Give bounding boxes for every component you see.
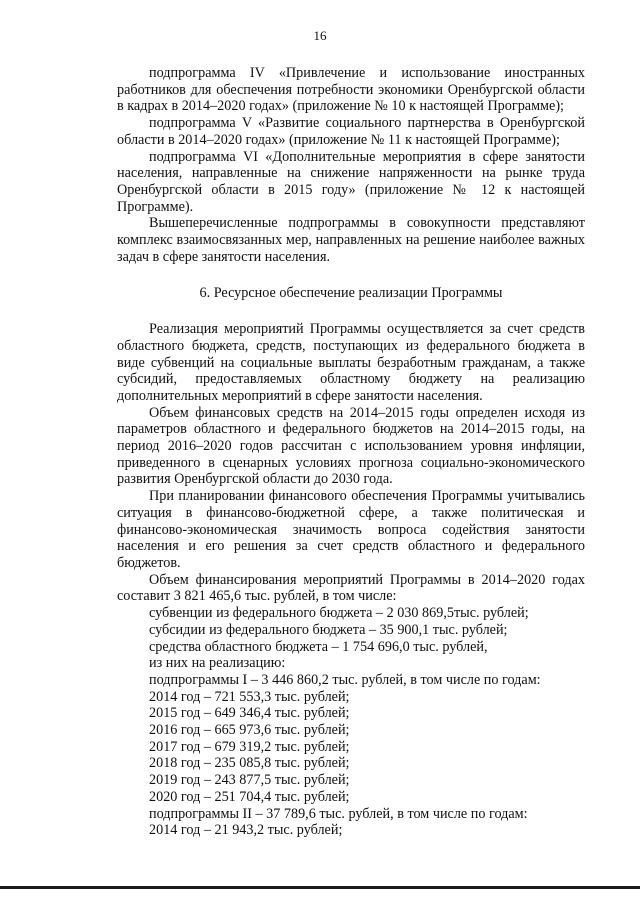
funding-line: 2014 год – 721 553,3 тыс. рублей; [149, 688, 350, 705]
funding-line: 2018 год – 235 085,8 тыс. рублей; [149, 755, 350, 772]
funding-line: подпрограммы I – 3 446 860,2 тыс. рублей, в том числе по годам: [149, 671, 541, 688]
paragraph-funding-total: Объем финансирования мероприятий Программы в 2014–2020 годах составит 3 821 465,6 тыс. рублей, в том числе: [117, 571, 585, 605]
paragraph-summary: Вышеперечисленные подпрограммы в совокупности представляют комплекс взаимосвязанных мер, направленных на решение наиболее важных задач в сфере занятости населения. [117, 215, 585, 265]
paragraph-funding-planning: При планировании финансового обеспечения Программы учитывались ситуация в финансово-бюджетной сфере, а также политическая и финансово-экономическая значимость вопроса содействия занятости населения и его решения за счет средств областного и федерального бюджетов. [117, 488, 585, 571]
funding-line: 2014 год – 21 943,2 тыс. рублей; [149, 822, 343, 839]
paragraph-funding-sources: Реализация мероприятий Программы осуществляется за счет средств областного бюджета, средств, поступающих из федерального бюджета в виде субвенций на социальные выплаты безработным гражданам, а также субсидий, предоставляемых областному бюджету на реализацию дополнительных мероприятий в сфере занятости населения. [117, 321, 585, 404]
funding-line: из них на реализацию: [149, 655, 286, 672]
section-heading: 6. Ресурсное обеспечение реализации Программы [199, 285, 503, 302]
funding-line: субвенции из федерального бюджета – 2 030 869,5тыс. рублей; [149, 605, 529, 622]
document-body [117, 65, 585, 839]
funding-line: 2015 год – 649 346,4 тыс. рублей; [149, 705, 350, 722]
funding-line: средства областного бюджета – 1 754 696,0 тыс. рублей, [149, 638, 488, 655]
funding-line: субсидии из федерального бюджета – 35 900,1 тыс. рублей; [149, 621, 508, 638]
paragraph-funding-volume-basis: Объем финансовых средств на 2014–2015 годы определен исходя из параметров областного и федерального бюджетов на 2014–2015 годы, на период 2016–2020 годов рассчитан с использованием уровня инфляции, приведенного в сценарных условиях прогноза социально-экономического развития Оренбургской области до 2030 года. [117, 404, 585, 488]
funding-line: 2020 год – 251 704,4 тыс. рублей; [149, 788, 350, 805]
funding-line: подпрограммы II – 37 789,6 тыс. рублей, в том числе по годам: [149, 805, 528, 822]
paragraph-subprogram-6: подпрограмма VI «Дополнительные мероприятия в сфере занятости населения, направленные на снижение напряженности на рынке труда Оренбургской области в 2015 году» (приложение № 12 к настоящей Программе). [117, 148, 585, 215]
funding-line: 2019 год – 243 877,5 тыс. рублей; [149, 772, 350, 789]
funding-line: 2017 год – 679 319,2 тыс. рублей; [149, 738, 350, 755]
paragraph-subprogram-4: подпрограмма IV «Привлечение и использование иностранных работников для обеспечения потребности экономики Оренбургской области в кадрах в 2014–2020 годах» (приложение № 10 к настоящей Программе); [117, 65, 585, 115]
page-number: 16 [313, 28, 327, 43]
bottom-border-line [0, 886, 640, 889]
paragraph-subprogram-5: подпрограмма V «Развитие социального партнерства в Оренбургской области в 2014–2020 годах» (приложение № 11 к настоящей Программе); [117, 115, 585, 148]
funding-line: 2016 год – 665 973,6 тыс. рублей; [149, 722, 350, 739]
